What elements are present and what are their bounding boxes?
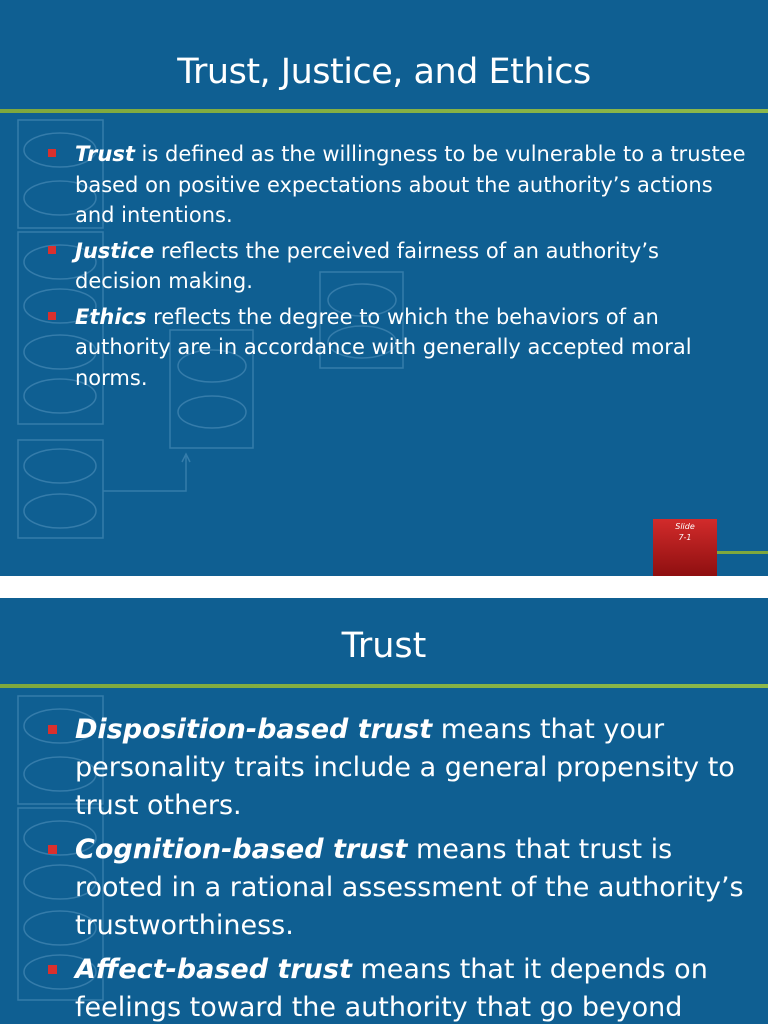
bullet-list xyxy=(48,139,748,398)
bullet-text: is defined as the willingness to be vulnerable to a trustee based on positive expectations about the authority’s actions and intentions. xyxy=(75,142,746,227)
bullet-square-icon xyxy=(48,725,57,734)
bullet-term: Affect-based trust xyxy=(75,954,352,985)
slide-number-badge xyxy=(653,519,717,576)
bullet-square-icon xyxy=(48,149,56,157)
bullet-square-icon xyxy=(48,965,57,974)
bullet-square-icon xyxy=(48,845,57,854)
bullet-text: means that it depends on feelings toward the authority that go beyond xyxy=(75,954,708,1023)
bullet-text: means that trust is rooted in a rational assessment of the authority’s trustworthiness. xyxy=(75,834,744,941)
title-divider xyxy=(0,109,768,113)
bullet-list xyxy=(48,711,748,1024)
bullet-item-cognition xyxy=(48,831,748,945)
slide-2 xyxy=(0,598,768,1024)
title-divider xyxy=(0,684,768,688)
badge-number: 7-1 xyxy=(678,533,692,542)
bullet-text: reflects the degree to which the behaviors of an authority are in accordance with generally accepted moral norms. xyxy=(75,304,692,390)
bullet-square-icon xyxy=(48,246,56,254)
badge-label: Slide xyxy=(675,522,695,531)
slide-title: Trust, Justice, and Ethics xyxy=(177,52,591,92)
bullet-item-ethics xyxy=(48,302,748,394)
bullet-term: Trust xyxy=(75,142,135,166)
bullet-term: Ethics xyxy=(75,304,147,329)
slide-title: Trust xyxy=(341,626,427,666)
badge-divider xyxy=(717,551,768,554)
bullet-square-icon xyxy=(48,312,56,320)
bullet-item-affect xyxy=(48,951,748,1024)
bullet-item-trust xyxy=(48,139,748,231)
bullet-term: Justice xyxy=(75,238,155,263)
bullet-text: means that your personality traits include a general propensity to trust others. xyxy=(75,714,735,821)
bullet-item-justice xyxy=(48,236,748,297)
bullet-item-disposition xyxy=(48,711,748,825)
bullet-term: Cognition-based trust xyxy=(75,834,408,865)
bullet-text: reflects the perceived fairness of an authority’s decision making. xyxy=(75,238,659,293)
bullet-term: Disposition-based trust xyxy=(75,714,433,745)
